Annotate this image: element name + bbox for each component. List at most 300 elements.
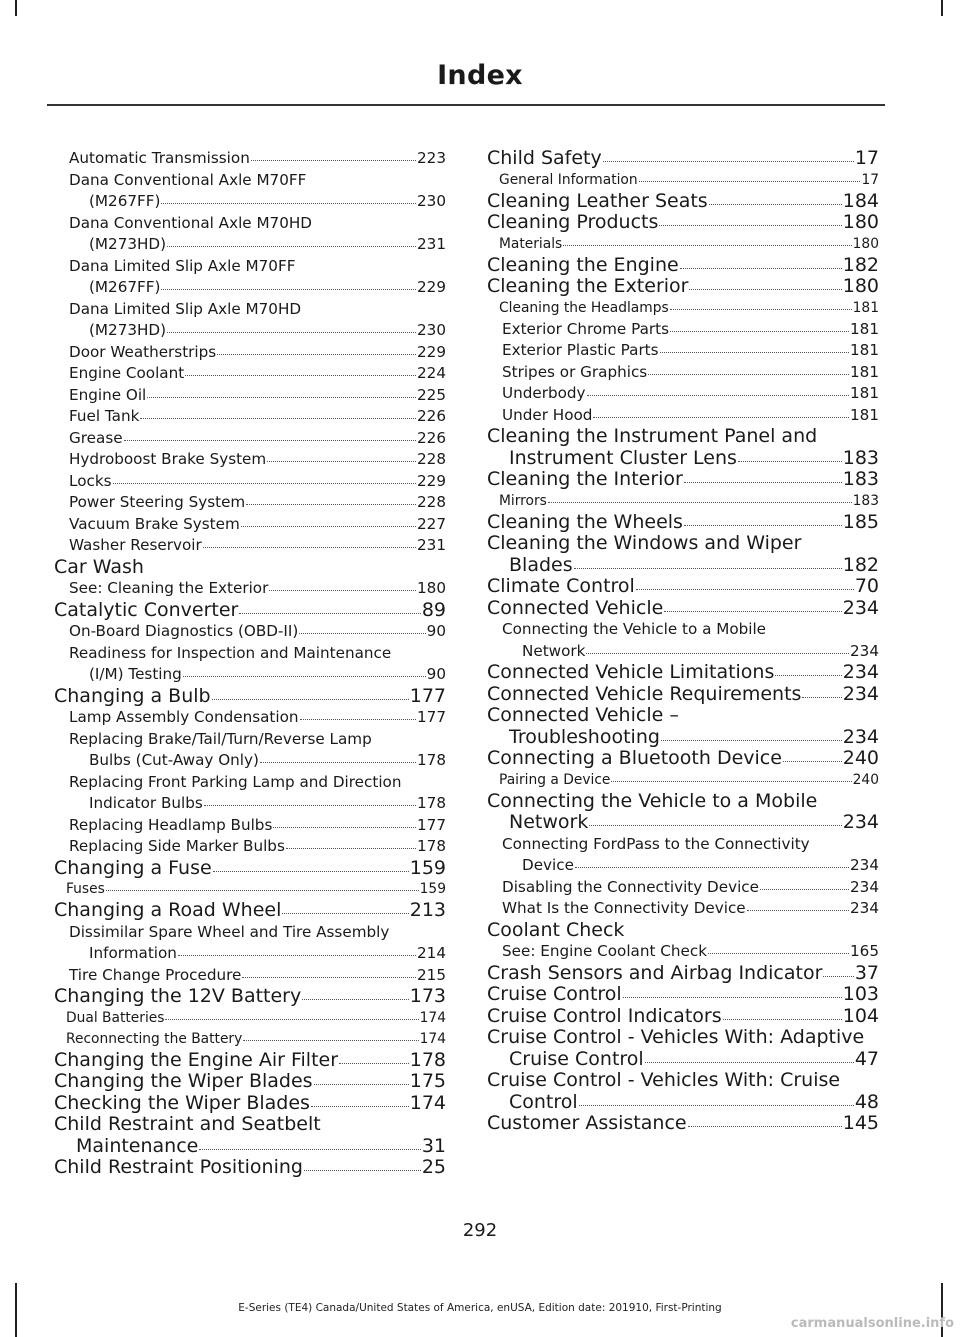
entry-row (69, 664, 446, 686)
entry-label: See: Cleaning the Exterior (69, 579, 269, 597)
dot-leader (589, 824, 841, 826)
entry-label: Underbody (502, 384, 586, 402)
entry-page-number: 181 (850, 384, 879, 402)
dot-leader (747, 909, 849, 911)
entry-page-number: 234 (842, 682, 879, 705)
index-subentry (54, 772, 446, 815)
index-entry (54, 1114, 446, 1157)
dot-leader (688, 1125, 842, 1127)
entry-row (487, 255, 879, 277)
dot-leader (586, 652, 849, 654)
entry-label: Checking the Wiper Blades (54, 1091, 310, 1114)
entry-label: Cruise Control (509, 1047, 644, 1070)
entry-label: Crash Sensors and Airbag Indicator (487, 961, 823, 984)
entry-page-number: 234 (842, 661, 879, 683)
dot-leader (659, 224, 841, 226)
index-entry (487, 598, 879, 620)
entry-row (54, 1136, 446, 1158)
entry-label: Bulbs (Cut-Away Only) (89, 751, 259, 769)
entry-row (502, 941, 879, 963)
entry-label: Cruise Control Indicators (487, 1004, 722, 1027)
dot-leader (204, 804, 416, 806)
index-subentry (487, 941, 879, 963)
index-subentry (487, 319, 879, 341)
dot-leader (242, 976, 416, 978)
entry-label: (M273HD) (89, 321, 167, 339)
dot-leader (680, 267, 842, 269)
index-subentry (54, 471, 446, 493)
entry-page-number: 177 (417, 815, 446, 834)
entry-row (69, 471, 446, 493)
entry-label: Fuses (66, 881, 105, 897)
dot-leader (823, 975, 853, 977)
entry-row (66, 1008, 446, 1029)
entry-page-number: 178 (409, 1048, 446, 1071)
entry-text-line: Cleaning the Instrument Panel and (487, 425, 818, 447)
entry-label: Dual Batteries (66, 1009, 165, 1026)
index-subentry (487, 340, 879, 362)
entry-page-number: 178 (417, 751, 446, 769)
index-entry (487, 276, 879, 298)
dot-leader (689, 288, 841, 290)
dot-leader (302, 998, 409, 1000)
dot-leader (783, 760, 842, 762)
entry-row (54, 686, 446, 708)
entry-page-number: 180 (852, 235, 879, 252)
entry-page-number: 234 (842, 596, 879, 619)
entry-page-number: 90 (426, 665, 446, 683)
entry-text-line: Dissimilar Spare Wheel and Tire Assembly (69, 922, 390, 941)
entry-page-number: 177 (417, 708, 446, 726)
index-entry (487, 469, 879, 491)
entry-page-number: 17 (861, 171, 879, 188)
entry-row (487, 191, 879, 213)
dot-leader (339, 1062, 409, 1064)
entry-row (54, 1071, 446, 1093)
footer-edition-info: E-Series (TE4) Canada/United States of America, enUSA, Edition date: 201910, First-Printing (238, 1302, 722, 1314)
entry-row (69, 428, 446, 450)
entry-text-line: Replacing Front Parking Lamp and Direction (69, 772, 402, 791)
entry-page-number: 181 (850, 341, 879, 359)
entry-page-number: 181 (850, 405, 879, 424)
entry-row (69, 449, 446, 471)
index-entry (487, 963, 879, 985)
dot-leader (282, 912, 408, 914)
entry-page-number: 226 (417, 428, 446, 447)
index-entry (487, 662, 879, 684)
dot-leader (273, 826, 416, 828)
crop-mark-top-left (15, 0, 17, 16)
entry-page-number: 227 (417, 514, 446, 533)
entry-label: (I/M) Testing (89, 665, 182, 683)
dot-leader (167, 331, 416, 333)
entry-row (54, 600, 446, 622)
entry-page-number: 70 (854, 575, 879, 597)
entry-label: Reconnecting the Battery (66, 1030, 243, 1047)
index-subentry (54, 514, 446, 536)
entry-page-number: 104 (842, 1004, 879, 1027)
entry-row (487, 1049, 879, 1071)
entry-text-line: Dana Conventional Axle M70HD (69, 213, 312, 232)
entry-row (69, 943, 446, 965)
index-entry (487, 1070, 879, 1113)
entry-label: Cleaning the Wheels (487, 510, 683, 533)
index-subentry (54, 492, 446, 514)
entry-page-number: 234 (850, 899, 879, 917)
entry-row (66, 879, 446, 900)
entry-text-line: Connected Vehicle – (487, 704, 679, 726)
entry-row (487, 276, 879, 298)
index-entry (487, 684, 879, 706)
entry-row (69, 385, 446, 407)
dot-leader (738, 460, 842, 462)
dot-leader (260, 761, 416, 763)
entry-page-number: 240 (842, 747, 879, 769)
entry-row (487, 984, 879, 1006)
entry-label: Network (522, 641, 586, 660)
index-subentry (487, 770, 879, 791)
entry-page-number: 145 (842, 1112, 879, 1134)
entry-page-number: 31 (421, 1134, 446, 1157)
entry-page-number: 174 (419, 1030, 446, 1047)
entry-label: Child Safety (487, 147, 602, 169)
entry-text-line: Readiness for Inspection and Maintenance (69, 643, 392, 662)
dot-leader (648, 373, 849, 375)
entry-row (487, 662, 879, 684)
dot-leader (304, 1169, 421, 1171)
dot-leader (664, 610, 841, 612)
index-subentry (54, 170, 446, 213)
entry-page-number: 226 (417, 407, 446, 425)
entry-row (499, 770, 879, 791)
dot-leader (311, 1105, 409, 1107)
entry-row (487, 576, 879, 598)
dot-leader (670, 330, 849, 332)
entry-row (69, 965, 446, 987)
index-subentry (54, 535, 446, 557)
index-entry (487, 576, 879, 598)
entry-page-number: 37 (854, 961, 879, 984)
entry-page-number: 103 (842, 983, 879, 1005)
entry-row (69, 191, 446, 213)
entry-row (54, 1050, 446, 1072)
entry-row (499, 234, 879, 255)
index-entry (54, 600, 446, 622)
entry-row (499, 491, 879, 512)
entry-label: (M267FF) (89, 278, 161, 296)
dot-leader (587, 394, 849, 396)
entry-label: Exterior Plastic Parts (502, 341, 659, 359)
index-column-right (487, 148, 879, 1135)
index-subentry (54, 406, 446, 428)
entry-page-number: 89 (421, 598, 446, 621)
entry-page-number: 213 (409, 899, 446, 921)
entry-label: Changing a Bulb (54, 684, 211, 707)
entry-label: Materials (499, 235, 563, 252)
dot-leader (611, 780, 851, 782)
dot-leader (660, 351, 849, 353)
dot-leader (670, 308, 852, 310)
page-title: Index (437, 60, 523, 91)
entry-page-number: 183 (842, 446, 879, 469)
dot-leader (267, 460, 416, 462)
entry-label: Vacuum Brake System (69, 514, 240, 533)
entry-row (69, 320, 446, 342)
dot-leader (639, 180, 861, 182)
entry-page-number: 181 (850, 319, 879, 338)
entry-label: Exterior Chrome Parts (502, 319, 670, 338)
entry-label: Grease (69, 428, 123, 447)
entry-row (487, 1113, 879, 1135)
index-entry (487, 705, 879, 748)
dot-leader (661, 739, 842, 741)
entry-label: Locks (69, 471, 112, 490)
entry-label: Mirrors (499, 492, 547, 509)
dot-leader (113, 482, 416, 484)
entry-row (499, 170, 879, 191)
entry-row (69, 277, 446, 299)
dot-leader (246, 503, 416, 505)
entry-row (487, 1006, 879, 1028)
entry-label: Door Weatherstrips (69, 342, 217, 361)
entry-label: Replacing Side Marker Bulbs (69, 837, 285, 855)
entry-row (69, 363, 446, 385)
entry-label: Stripes or Graphics (502, 362, 648, 381)
entry-page-number: 228 (417, 493, 446, 511)
entry-label: Control (509, 1090, 578, 1113)
dot-leader (212, 698, 409, 700)
entry-page-number: 173 (409, 985, 446, 1007)
entry-label: Cleaning Products (487, 211, 659, 233)
entry-label: Changing the Engine Air Filter (54, 1048, 339, 1071)
entry-row (54, 900, 446, 922)
index-subentry (54, 385, 446, 407)
entry-page-number: 234 (842, 725, 879, 748)
index-subentry (54, 729, 446, 772)
dot-leader (593, 416, 849, 418)
dot-leader (251, 159, 416, 161)
entry-row (502, 405, 879, 427)
entry-row (487, 963, 879, 985)
entry-page-number: 234 (850, 641, 879, 660)
dot-leader (178, 954, 416, 956)
index-subentry (487, 877, 879, 899)
entry-label: General Information (499, 171, 638, 188)
index-entry (487, 748, 879, 770)
dot-leader (684, 481, 842, 483)
entry-row (69, 750, 446, 772)
entry-row (487, 684, 879, 706)
entry-page-number: 17 (854, 147, 879, 169)
entry-row (69, 514, 446, 536)
index-subentry (487, 491, 879, 512)
entry-page-number: 184 (842, 189, 879, 212)
entry-page-number: 223 (417, 149, 446, 167)
entry-page-number: 234 (850, 856, 879, 874)
entry-label: Car Wash (54, 555, 144, 578)
entry-label: (M267FF) (89, 192, 161, 210)
entry-row (502, 362, 879, 384)
index-subentry (487, 234, 879, 255)
entry-label: (M273HD) (89, 235, 167, 253)
entry-label: Lamp Assembly Condensation (69, 708, 299, 726)
entry-row (69, 621, 446, 643)
dot-leader (167, 245, 416, 247)
entry-label: Climate Control (487, 575, 635, 597)
entry-page-number: 185 (842, 510, 879, 533)
dot-leader (161, 288, 416, 290)
entry-page-number: 183 (852, 492, 879, 509)
entry-row (69, 234, 446, 256)
dot-leader (709, 203, 842, 205)
entry-row (69, 578, 446, 600)
entry-page-number: 174 (409, 1091, 446, 1114)
entry-page-number: 225 (417, 385, 446, 404)
entry-label: Coolant Check (487, 918, 625, 941)
index-subentry (54, 449, 446, 471)
entry-row (66, 1029, 446, 1050)
entry-row (69, 406, 446, 428)
dot-leader (314, 1083, 409, 1085)
entry-page-number: 180 (842, 211, 879, 233)
entry-label: Changing a Road Wheel (54, 899, 282, 921)
index-subentry (54, 578, 446, 600)
index-entry (487, 920, 879, 942)
entry-label: Changing a Fuse (54, 856, 212, 879)
entry-page-number: 177 (409, 684, 446, 707)
index-entry (54, 557, 446, 579)
index-entry (487, 1006, 879, 1028)
entry-page-number: 182 (842, 253, 879, 276)
entry-row (502, 877, 879, 899)
entry-row (69, 492, 446, 514)
entry-label: Cleaning the Headlamps (499, 299, 669, 316)
dot-leader (299, 632, 425, 634)
entry-page-number: 48 (854, 1090, 879, 1113)
index-subentry (54, 643, 446, 686)
entry-label: Engine Oil (69, 385, 147, 404)
entry-label: What Is the Connectivity Device (502, 899, 746, 917)
index-entry (487, 191, 879, 213)
entry-label: Cleaning Leather Seats (487, 189, 708, 212)
index-subentry (487, 898, 879, 920)
dot-leader (723, 1018, 842, 1020)
entry-label: Power Steering System (69, 493, 246, 511)
index-entry (54, 686, 446, 708)
entry-row (69, 793, 446, 815)
entry-page-number: 174 (419, 1009, 446, 1026)
entry-row (502, 340, 879, 362)
entry-label: Indicator Bulbs (89, 794, 203, 812)
entry-label: Engine Coolant (69, 364, 185, 382)
index-entry (54, 1093, 446, 1115)
entry-page-number: 178 (417, 794, 446, 812)
entry-page-number: 214 (417, 944, 446, 962)
entry-label: Changing the 12V Battery (54, 985, 302, 1007)
dot-leader (165, 1018, 418, 1020)
entry-row (502, 898, 879, 920)
dot-leader (199, 1148, 420, 1150)
index-column-left (54, 148, 446, 1179)
index-subentry (54, 213, 446, 256)
entry-row (54, 858, 446, 880)
dot-leader (575, 866, 849, 868)
entry-row (487, 727, 879, 749)
entry-label: Instrument Cluster Lens (509, 446, 737, 469)
dot-leader (140, 417, 416, 419)
dot-leader (239, 612, 420, 614)
entry-row (69, 815, 446, 837)
entry-page-number: 229 (417, 342, 446, 361)
dot-leader (548, 501, 852, 503)
entry-row (69, 707, 446, 729)
entry-label: Disabling the Connectivity Device (502, 877, 759, 896)
index-entry (487, 426, 879, 469)
index-subentry (54, 922, 446, 965)
entry-row (502, 855, 879, 877)
index-subentry (54, 815, 446, 837)
dot-leader (300, 718, 416, 720)
index-subentry (54, 707, 446, 729)
entry-label: Fuel Tank (69, 407, 140, 425)
dot-leader (623, 996, 842, 998)
entry-row (69, 148, 446, 170)
entry-label: Child Restraint Positioning (54, 1156, 303, 1178)
index-subentry (54, 879, 446, 900)
entry-label: Customer Assistance (487, 1112, 687, 1134)
watermark: carmanualsonline.info (790, 1316, 954, 1331)
entry-page-number: 181 (852, 299, 879, 316)
entry-label: Connecting a Bluetooth Device (487, 747, 782, 769)
index-entry (54, 1071, 446, 1093)
index-entry (487, 212, 879, 234)
entry-page-number: 240 (852, 771, 879, 788)
entry-text-line: Connecting the Vehicle to a Mobile (487, 789, 818, 812)
entry-row (54, 986, 446, 1008)
entry-label: Washer Reservoir (69, 536, 202, 554)
entry-row (487, 748, 879, 770)
entry-label: Under Hood (502, 405, 593, 424)
index-subentry (487, 619, 879, 662)
dot-leader (760, 888, 849, 890)
index-subentry (487, 383, 879, 405)
entry-row (487, 812, 879, 834)
entry-text-line: Connecting the Vehicle to a Mobile (502, 620, 767, 638)
entry-label: Network (509, 811, 589, 833)
entry-page-number: 165 (850, 942, 879, 960)
entry-row (54, 557, 446, 579)
entry-label: Changing the Wiper Blades (54, 1070, 313, 1092)
title-divider (47, 104, 885, 106)
entry-page-number: 229 (417, 278, 446, 296)
entry-page-number: 234 (842, 811, 879, 833)
entry-page-number: 229 (417, 471, 446, 490)
index-entry (487, 984, 879, 1006)
dot-leader (185, 374, 416, 376)
dot-leader (579, 1104, 854, 1106)
entry-label: Replacing Headlamp Bulbs (69, 815, 273, 834)
dot-leader (636, 588, 854, 590)
entry-page-number: 230 (417, 192, 446, 210)
dot-leader (286, 847, 416, 849)
index-entry (487, 1027, 879, 1070)
entry-label: Information (89, 944, 177, 962)
entry-text-line: Dana Limited Slip Axle M70FF (69, 256, 296, 275)
dot-leader (161, 202, 416, 204)
entry-label: Connected Vehicle Limitations (487, 661, 775, 683)
entry-page-number: 228 (417, 450, 446, 468)
dot-leader (217, 353, 416, 355)
